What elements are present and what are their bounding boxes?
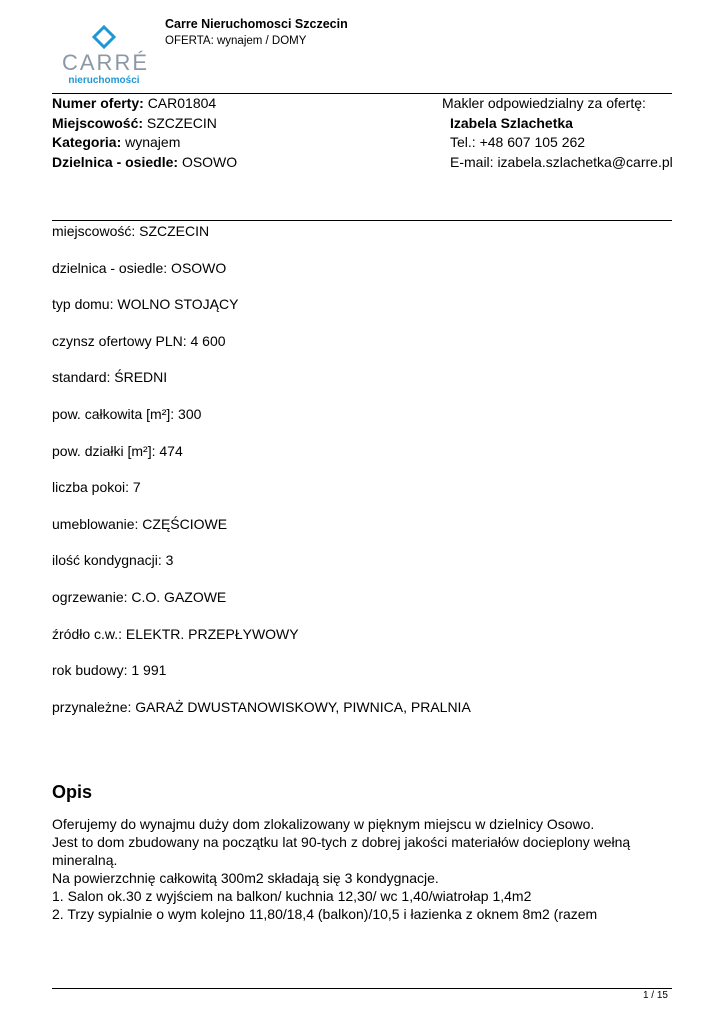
detail-house-type: typ domu: WOLNO STOJĄCY (52, 296, 239, 313)
description-line: Oferujemy do wynajmu duży dom zlokalizowany w pięknym miejscu w dzielnicy Osowo. (52, 816, 595, 832)
agent-contact (442, 94, 673, 172)
agent-name: Izabela Szlachetka (450, 114, 573, 131)
detail-plot-area: pow. działki [m²]: 474 (52, 442, 183, 459)
detail-hot-water: źródło c.w.: ELEKTR. PRZEPŁYWOWY (52, 625, 299, 642)
description-text (52, 815, 672, 923)
detail-furnishing: umeblowanie: CZĘŚCIOWE (52, 515, 228, 532)
offer-summary (52, 94, 237, 172)
summary-row-city (52, 114, 237, 134)
property-details (52, 222, 672, 734)
detail-heating: ogrzewanie: C.O. GAZOWE (52, 588, 227, 605)
agent-heading: Makler odpowiedzialny za ofertę: (442, 95, 646, 111)
description-heading: Opis (52, 782, 93, 802)
footer-divider (52, 988, 672, 989)
description-line: Jest to dom zbudowany na początku lat 90-tych z dobrej jakości materiałów docieplony wełną (52, 834, 631, 850)
summary-value: CAR01804 (147, 95, 217, 111)
summary-label: Dzielnica - osiedle: (52, 153, 179, 170)
agent-email[interactable]: E-mail: izabela.szlachetka@carre.pl (450, 153, 673, 170)
description-line: mineralną. (52, 852, 118, 868)
diamond-logo-icon (92, 25, 116, 49)
summary-label: Miejscowość: (52, 114, 144, 131)
summary-label: Kategoria: (52, 134, 122, 150)
agent-phone[interactable]: Tel.: +48 607 105 262 (450, 134, 586, 150)
summary-label: Numer oferty: (52, 95, 144, 111)
detail-floors: ilość kondygnacji: 3 (52, 552, 174, 569)
summary-value: SZCZECIN (146, 114, 217, 131)
page-number: 1 / 15 (642, 990, 668, 1001)
offer-type: OFERTA: wynajem / DOMY (165, 35, 307, 47)
summary-row-offer-number (52, 94, 237, 114)
summary-value: wynajem (125, 134, 181, 150)
detail-standard: standard: ŚREDNI (52, 369, 168, 386)
summary-value: OSOWO (181, 153, 238, 170)
description-line: Na powierzchnię całkowitą 300m2 składają się 3 kondygnacje. (52, 870, 439, 886)
logo-tagline: nieruchomości (68, 75, 140, 86)
detail-rent: czynsz ofertowy PLN: 4 600 (52, 332, 226, 349)
detail-district: dzielnica - osiedle: OSOWO (52, 259, 227, 276)
summary-row-category (52, 133, 237, 153)
description-line: 2. Trzy sypialnie o wym kolejno 11,80/18,4 (balkon)/10,5 i łazienka z oknem 8m2 (razem (52, 906, 598, 922)
detail-extras: przynależne: GARAŻ DWUSTANOWISKOWY, PIWNICA, PRALNIA (52, 698, 471, 715)
detail-total-area: pow. całkowita [m²]: 300 (52, 405, 202, 422)
detail-city: miejscowość: SZCZECIN (52, 223, 210, 239)
detail-rooms: liczba pokoi: 7 (52, 479, 141, 496)
detail-year-built: rok budowy: 1 991 (52, 662, 167, 679)
details-divider (52, 220, 672, 221)
company-name: Carre Nieruchomosci Szczecin (165, 17, 348, 31)
summary-row-district (52, 153, 237, 173)
company-logo (62, 22, 150, 90)
description-line: 1. Salon ok.30 z wyjściem na balkon/ kuchnia 12,30/ wc 1,40/wiatrołap 1,4m2 (52, 888, 532, 904)
logo-brand: CARRÉ (62, 50, 150, 75)
